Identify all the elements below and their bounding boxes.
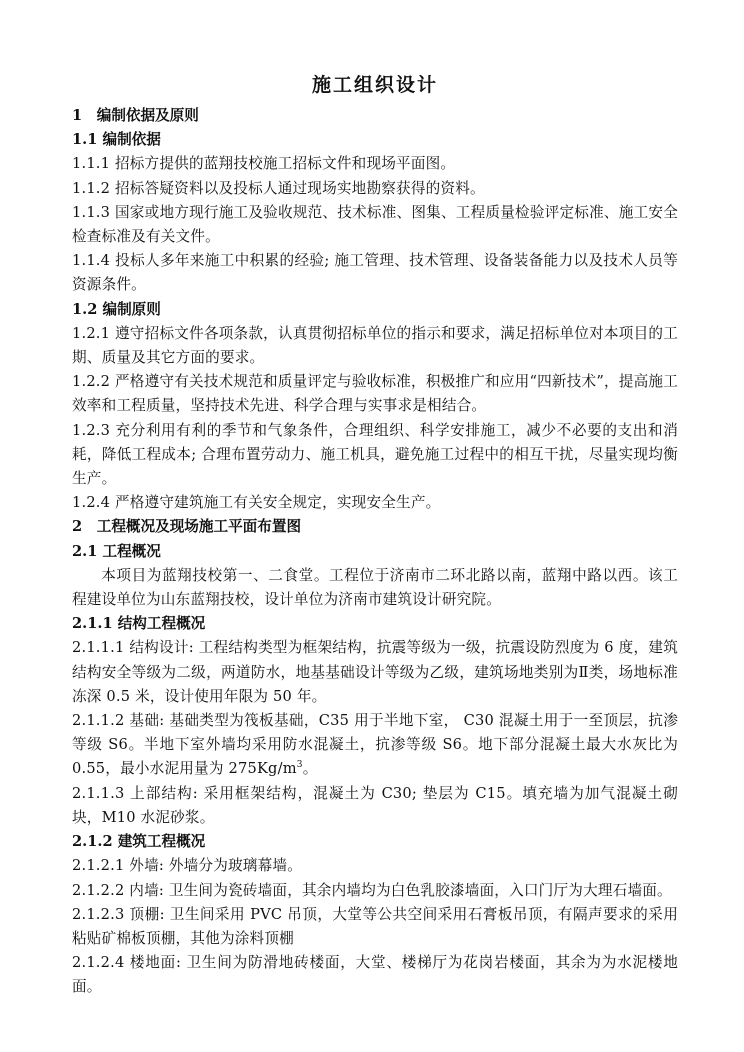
- paragraph-2-1-2-3: 2.1.2.3 顶棚: 卫生间采用 PVC 吊顶，大堂等公共空间采用石膏板吊顶，有隔声要求的采用粘贴矿棉板顶棚，其他为涂料顶棚: [72, 905, 678, 947]
- section-1-1-heading: 1.1 编制依据: [72, 131, 161, 149]
- superscript-cubic: 3: [296, 760, 303, 771]
- paragraph-2-1-2-4: 2.1.2.4 楼地面: 卫生间为防滑地砖楼面，大堂、楼梯厅为花岗岩楼面，其余为为水泥楼地面。: [72, 954, 678, 996]
- section-2-1-1-heading: 2.1.1 结构工程概况: [72, 615, 206, 633]
- paragraph-2-1-1-3: 2.1.1.3 上部结构: 采用框架结构，混凝土为 C30; 垫层为 C15。填充墙为加气混凝土砌块，M10 水泥砂浆。: [72, 784, 678, 826]
- paragraph-2-1-intro: 本项目为蓝翔技校第一、二食堂。工程位于济南市二环北路以南，蓝翔中路以西。该工程建设单位为山东蓝翔技校，设计单位为济南市建筑设计研究院。: [72, 566, 678, 609]
- section-2-1-2-heading: 2.1.2 建筑工程概况: [72, 833, 206, 851]
- paragraph-1-2-1: 1.2.1 遵守招标文件各项条款，认真贯彻招标单位的指示和要求，满足招标单位对本项目的工期、质量及其它方面的要求。: [72, 324, 678, 367]
- document-title: 施工组织设计: [311, 74, 438, 96]
- paragraph-1-1-4: 1.1.4 投标人多年来施工中积累的经验; 施工管理、技术管理、设备装备能力以及技术人员等资源条件。: [72, 252, 678, 294]
- paragraph-2-1-2-1: 2.1.2.1 外墙: 外墙分为玻璃幕墙。: [72, 857, 302, 875]
- section-2-1-heading: 2.1 工程概况: [72, 542, 161, 560]
- paragraph-2-1-2-2: 2.1.2.2 内墙: 卫生间为瓷砖墙面，其余内墙均为白色乳胶漆墙面，入口门厅为大理石墙面。: [72, 881, 672, 899]
- paragraph-1-1-1: 1.1.1 招标方提供的蓝翔技校施工招标文件和现场平面图。: [72, 155, 456, 173]
- paragraph-1-1-2: 1.1.2 招标答疑资料以及投标人通过现场实地勘察获得的资料。: [72, 179, 485, 197]
- section-2-heading: 2 工程概况及现场施工平面布置图: [72, 518, 302, 536]
- section-1-heading: 1 编制依据及原则: [72, 107, 199, 124]
- paragraph-2-1-1-2-end: 。: [302, 760, 318, 778]
- paragraph-1-2-4: 1.2.4 严格遵守建筑施工有关安全规定，实现安全生产。: [72, 494, 441, 512]
- paragraph-1-2-2: 1.2.2 严格遵守有关技术规范和质量评定与验收标准，积极推广和应用“四新技术”，提高施工效率和工程质量，坚持技术先进、科学合理与实事求是相结合。: [72, 373, 678, 415]
- paragraph-2-1-1-2-text: 2.1.1.2 基础: 基础类型为筏板基础，C35 用于半地下室， C30 混凝土用于一至顶层，抗渗等级 S6。半地下室外墙均采用防水混凝土，抗渗等级 S6。地下部分混凝土最大水灰比为 0.55，最小水泥用量为 275Kg/m: [72, 712, 678, 778]
- document-page: [72, 70, 678, 1000]
- section-1-2-heading: 1.2 编制原则: [72, 300, 161, 318]
- paragraph-1-1-3: 1.1.3 国家或地方现行施工及验收规范、技术标准、图集、工程质量检验评定标准、施工安全检查标准及有关文件。: [72, 203, 678, 246]
- paragraph-1-2-3: 1.2.3 充分利用有利的季节和气象条件，合理组织、科学安排施工，减少不必要的支出和消耗，降低工程成本; 合理布置劳动力、施工机具，避免施工过程中的相互干扰，尽量实现均衡生产。: [72, 421, 678, 488]
- paragraph-2-1-1-1: 2.1.1.1 结构设计: 工程结构类型为框架结构，抗震等级为一级，抗震设防烈度为 6 度，建筑结构安全等级为二级，两道防水，地基基础设计等级为乙级，建筑场地类别为Ⅱ类，场地标准冻深 0.5 米，设计使用年限为 50 年。: [72, 639, 678, 705]
- paragraph-2-1-1-2: [72, 709, 678, 782]
